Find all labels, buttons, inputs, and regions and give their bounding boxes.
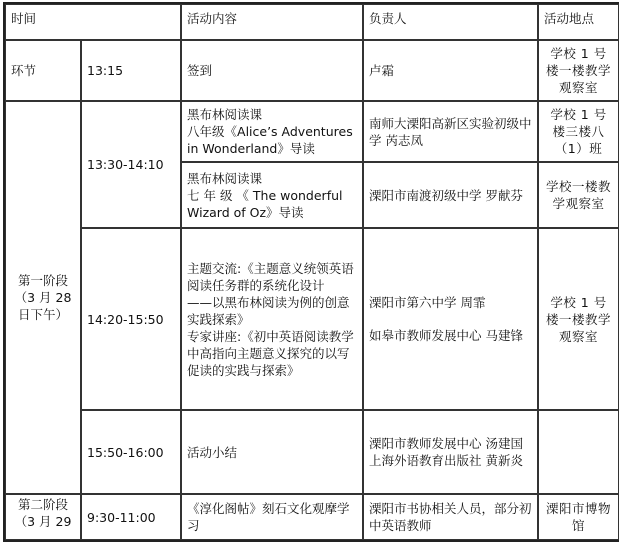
owner-cell: 卢霜 <box>363 40 538 101</box>
content-cell: 活动小结 <box>181 410 363 494</box>
header-time: 时间 <box>5 4 181 40</box>
table-row <box>5 410 619 494</box>
table-row <box>5 494 619 540</box>
owner-line: 溧阳市第六中学 周霏 <box>369 295 486 310</box>
content-line: 黑布林阅读课 <box>187 107 263 122</box>
place-cell: 学校 1 号楼一楼教学观察室 <box>538 228 619 410</box>
time-cell: 13:30-14:10 <box>81 101 181 228</box>
content-cell: 《淳化阁帖》刻石文化观摩学习 <box>181 494 363 540</box>
phase-line: 日下午） <box>17 307 68 322</box>
place-cell: 学校一楼教学观察室 <box>538 162 619 228</box>
content-topic: 主题交流:《主题意义统领英语阅读任务群的系统化设计 <box>187 260 354 293</box>
content-lecture: 专家讲座:《初中英语阅读教学中高指向主题意义探究的以写促读的实践与探索》 <box>187 328 354 378</box>
content-line: 七 年 级 《 The wonderful <box>187 187 343 203</box>
schedule-table <box>3 2 619 542</box>
header-place: 活动地点 <box>538 4 619 40</box>
phase-cell: 环节 <box>5 40 81 101</box>
content-cell <box>181 101 363 162</box>
content-line: 黑布林阅读课 <box>187 170 263 186</box>
phase-cell <box>5 494 81 540</box>
owner-line: 溧阳市教师发展中心 汤建国 <box>369 436 523 451</box>
header-content: 活动内容 <box>181 4 363 40</box>
content-cell <box>181 228 363 410</box>
owner-cell: 南师大溧阳高新区实验初级中学 芮志凤 <box>363 101 538 162</box>
content-line: in Wonderland》导读 <box>187 141 315 156</box>
table-row <box>5 101 619 162</box>
table-row <box>5 228 619 410</box>
owner-cell <box>363 410 538 494</box>
phase-line: 第二阶段 <box>17 497 68 512</box>
place-cell: 溧阳市博物馆 <box>538 494 619 540</box>
table-row <box>5 40 619 101</box>
content-cell <box>181 162 363 228</box>
time-cell: 15:50-16:00 <box>81 410 181 494</box>
content-subtitle: ——以黑布林阅读为例的创意实践探索》 <box>187 294 350 327</box>
owner-cell: 溧阳市南渡初级中学 罗献芬 <box>363 162 538 228</box>
time-cell: 13:15 <box>81 40 181 101</box>
phase-line: （3 月 29 <box>14 514 72 529</box>
content-line: 八年级《Alice’s Adventures <box>187 124 353 139</box>
content-cell: 签到 <box>181 40 363 101</box>
place-cell: 学校 1 号楼一楼教学观察室 <box>538 40 619 101</box>
place-cell: 学校 1 号楼三楼八（1）班 <box>538 101 619 162</box>
owner-line: 如皋市教师发展中心 马建锋 <box>369 328 523 343</box>
phase-cell <box>5 101 81 494</box>
owner-cell <box>363 228 538 410</box>
header-row <box>5 4 619 40</box>
phase-line: （3 月 28 <box>14 290 72 305</box>
phase-line: 第一阶段 <box>17 273 68 288</box>
header-owner: 负责人 <box>363 4 538 40</box>
time-cell: 14:20-15:50 <box>81 228 181 410</box>
owner-cell: 溧阳市书协相关人员，部分初中英语教师 <box>363 494 538 540</box>
place-cell <box>538 410 619 494</box>
content-line: Wizard of Oz》导读 <box>187 204 304 220</box>
time-cell: 9:30-11:00 <box>81 494 181 540</box>
owner-line: 上海外语教育出版社 黄新炎 <box>369 453 523 468</box>
